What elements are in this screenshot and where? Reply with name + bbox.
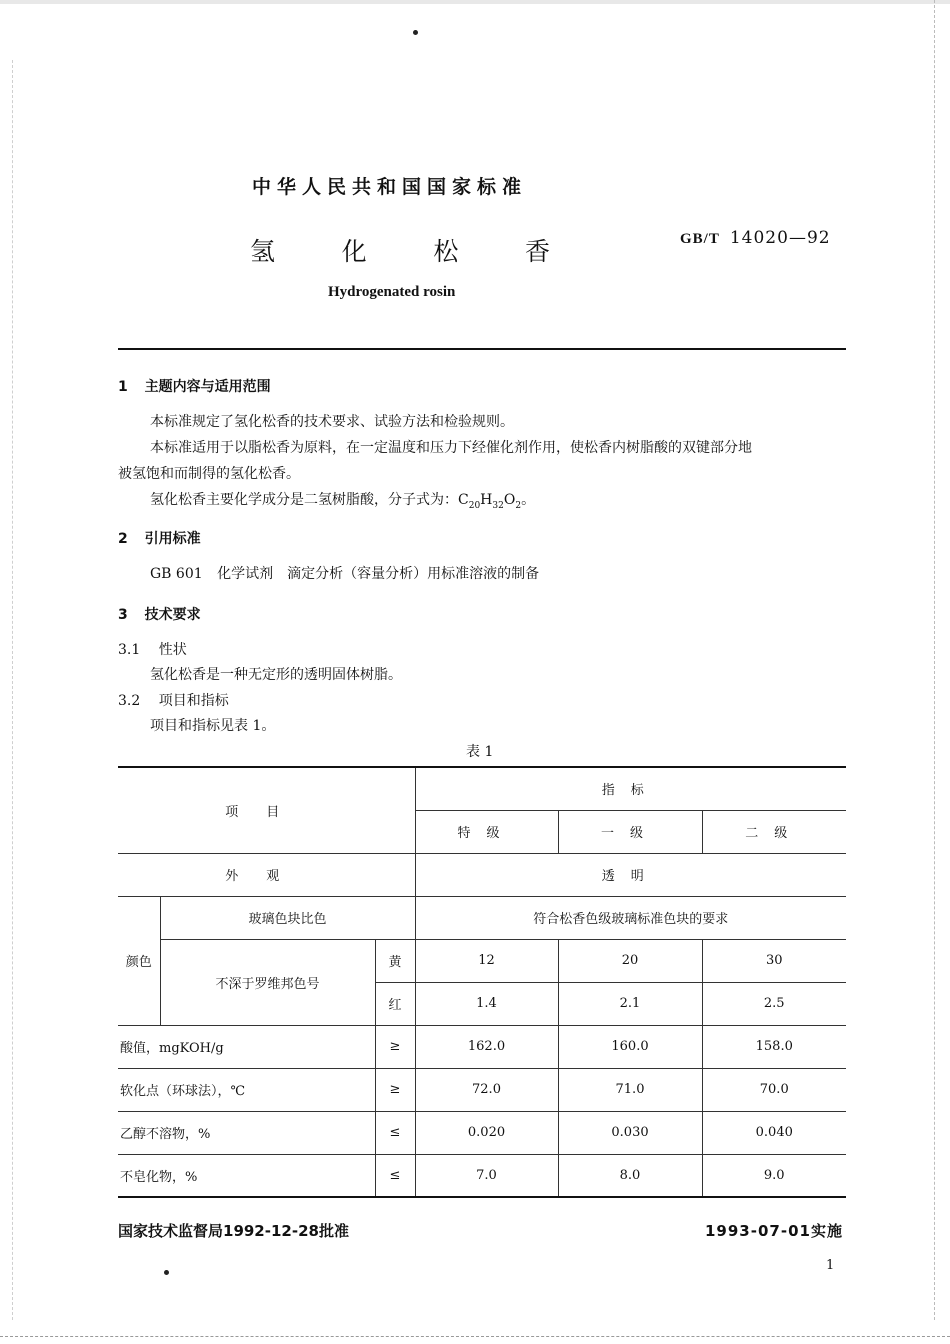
paragraph: 被氢饱和而制得的氢化松香。 [118,466,300,482]
subsection-number: 3.2 [118,693,141,709]
row-label: 软化点（环球法），℃ [118,1068,375,1111]
section-number: 1 [118,379,128,395]
section-title: 引用标准 [144,531,201,547]
paragraph: 本标准适用于以脂松香为原料，在一定温度和压力下经催化剂作用，使松香内树脂酸的双键部分地 [150,440,752,456]
row-label: 不皂化物，% [118,1154,375,1197]
code-number: 14020—92 [729,228,831,248]
scan-edge-left [12,60,14,1320]
color-label: 颜色 [118,896,160,1025]
subsection-title: 项目和指标 [158,693,229,709]
row-label: 玻璃色块比色 [160,896,415,939]
subsection-title: 性状 [158,642,187,658]
row-value: 符合松香色级玻璃标准色块的要求 [415,896,846,939]
effective-date: 1993-07-01实施 [705,1222,843,1240]
cell-value: 0.020 [415,1111,558,1154]
reference-title: 化学试剂 滴定分析（容量分析）用标准溶液的制备 [217,566,540,582]
operator: ≥ [375,1025,415,1068]
title-char: 香 [524,237,550,266]
scan-edge-top [0,0,950,4]
formula-paragraph [150,490,535,516]
section-3-heading [118,604,201,624]
cell-value: 158.0 [702,1025,846,1068]
row-label: 外观 [118,853,415,896]
code-prefix: GB/T [680,231,720,247]
cell-value: 7.0 [415,1154,558,1197]
scan-edge-right [934,0,936,1320]
header-index: 指标 [415,767,846,810]
formula: $C_{20}H_{32}O_2$。 [458,492,536,511]
grade-header: 特级 [415,810,558,853]
section-2-heading [118,528,201,548]
title-char: 化 [341,237,367,266]
row-label: 不深于罗维邦色号 [160,939,375,1025]
section-1-heading [118,376,271,396]
operator: ≥ [375,1068,415,1111]
cell-value: 70.0 [702,1068,846,1111]
reference-code: GB 601 [150,566,203,582]
cell-value: 2.5 [702,982,846,1025]
section-title: 主题内容与适用范围 [144,379,271,395]
grade-header: 二级 [702,810,846,853]
scan-dot [413,30,418,35]
spec-table [118,766,846,1198]
standard-code [680,228,831,248]
cell-value: 0.030 [558,1111,702,1154]
scan-edge-bottom [0,1336,950,1338]
title-char: 松 [433,237,459,266]
operator: ≤ [375,1154,415,1197]
cell-value: 12 [415,939,558,982]
color-yellow-label: 黄 [375,939,415,982]
grade-header: 一级 [558,810,702,853]
header-item: 项目 [118,767,415,853]
table-caption: 表 1 [466,744,494,760]
cell-value: 20 [558,939,702,982]
cell-value: 30 [702,939,846,982]
document-title [250,232,550,268]
approval-date: 国家技术监督局1992-12-28批准 [118,1222,349,1240]
cell-value: 72.0 [415,1068,558,1111]
row-label: 酸值，mgKOH/g [118,1025,375,1068]
color-red-label: 红 [375,982,415,1025]
section-number: 3 [118,607,128,623]
paragraph: 氢化松香主要化学成分是二氢树脂酸，分子式为： [150,492,458,508]
header-rule [118,348,846,350]
national-standard-title: 中华人民共和国国家标准 [252,176,528,198]
cell-value: 2.1 [558,982,702,1025]
cell-value: 162.0 [415,1025,558,1068]
cell-value: 71.0 [558,1068,702,1111]
normative-reference [150,564,539,584]
paragraph: 本标准规定了氢化松香的技术要求、试验方法和检验规则。 [150,414,514,430]
cell-value: 0.040 [702,1111,846,1154]
subsection-number: 3.1 [118,642,141,658]
cell-value: 1.4 [415,982,558,1025]
scan-dot [164,1270,169,1275]
section-title: 技术要求 [144,607,201,623]
subsection-3-1 [118,640,187,660]
section-number: 2 [118,531,128,547]
cell-value: 160.0 [558,1025,702,1068]
cell-value: 9.0 [702,1154,846,1197]
operator: ≤ [375,1111,415,1154]
cell-value: 8.0 [558,1154,702,1197]
title-char: 氢 [250,237,276,266]
english-title: Hydrogenated rosin [328,284,456,300]
row-label: 乙醇不溶物，% [118,1111,375,1154]
paragraph: 氢化松香是一种无定形的透明固体树脂。 [150,667,402,683]
page-number: 1 [826,1258,835,1273]
row-value: 透明 [415,853,846,896]
paragraph: 项目和指标见表 1。 [150,718,276,734]
subsection-3-2 [118,691,229,711]
